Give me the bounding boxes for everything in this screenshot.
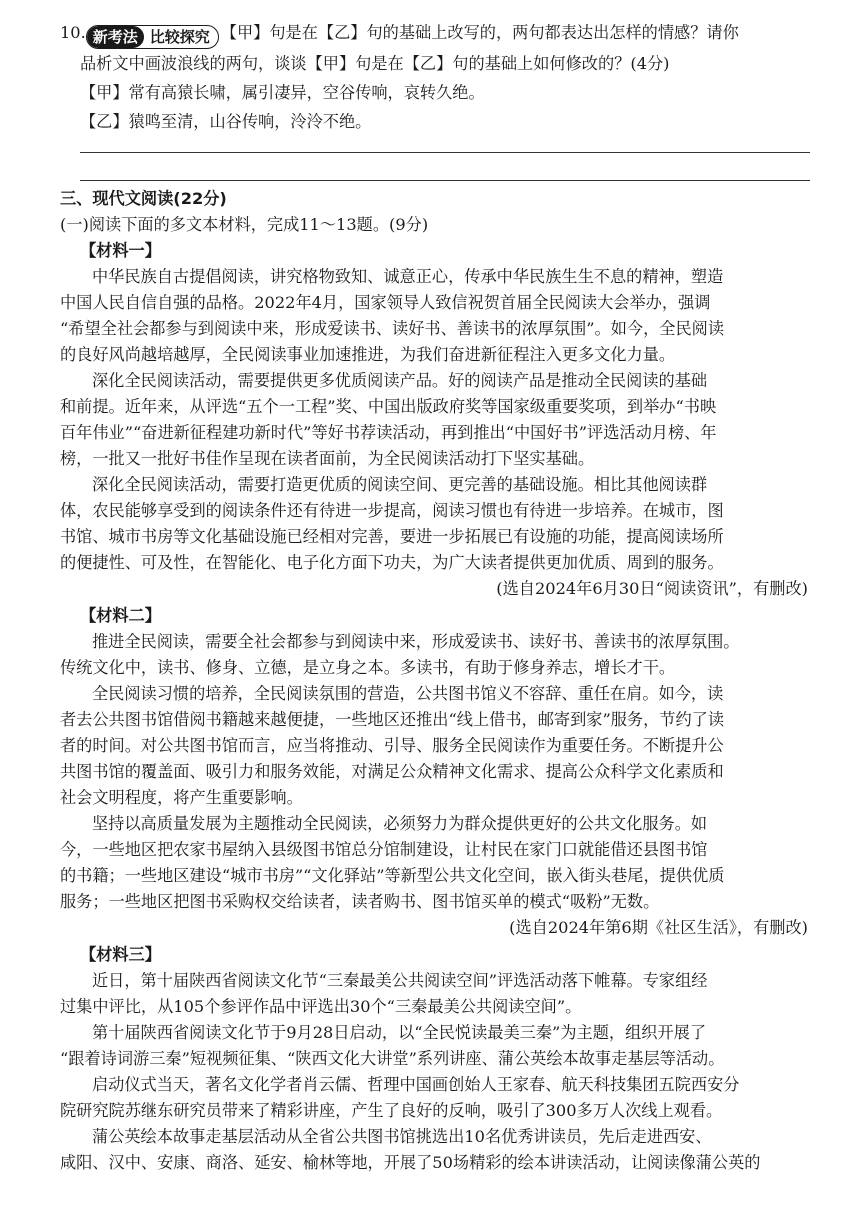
paragraph-line: 的良好风尚越培越厚，全民阅读事业加速推进，为我们奋进新征程注入更多文化力量。	[60, 345, 676, 364]
paragraph-line: 全民阅读习惯的培养，全民阅读氛围的营造，公共图书馆义不容辞、重任在肩。如今，读	[92, 684, 724, 703]
paragraph-line: 共图书馆的覆盖面、吸引力和服务效能，对满足公众精神文化需求、提高公众科学文化素质和	[60, 762, 724, 781]
question-tag	[86, 25, 219, 49]
source-citation-1: (选自2024年6月30日“阅读资讯”，有删改)	[496, 579, 808, 598]
tag-new-method: 新考法	[87, 26, 144, 48]
paragraph-line: 社会文明程度，将产生重要影响。	[60, 788, 303, 807]
paragraph-line: “希望全社会都参与到阅读中来，形成爱读书、读好书、善读书的浓厚氛围”。如今，全民阅读	[60, 319, 725, 338]
paragraph-line: 服务；一些地区把图书采购权交给读者，读者购书、图书馆买单的模式“吸粉”无数。	[60, 892, 660, 911]
source-citation-2: (选自2024年第6期《社区生活》，有删改)	[509, 918, 808, 937]
paragraph-line: 和前提。近年来，从评选“五个一工程”奖、中国出版政府奖等国家级重要奖项，到举办“书映	[60, 397, 717, 416]
paragraph-line: 者去公共图书馆借阅书籍越来越便捷，一些地区还推出“线上借书，邮寄到家”服务，节约了读	[60, 710, 725, 729]
paragraph-line: 榜，一批又一批好书佳作呈现在读者面前，为全民阅读活动打下坚实基础。	[60, 449, 595, 468]
section-subheading: (一)阅读下面的多文本材料，完成11～13题。(9分)	[60, 215, 429, 234]
paragraph-line: 传统文化中，读书、修身、立德，是立身之本。多读书，有助于修身养志，增长才干。	[60, 658, 676, 677]
paragraph-line: 咸阳、汉中、安康、商洛、延安、榆林等地，开展了50场精彩的绘本讲读活动，让阅读像蒲公英的	[60, 1153, 761, 1172]
paragraph-line: “跟着诗词游三秦”短视频征集、“陕西文化大讲堂”系列讲座、蒲公英绘本故事走基层等活动。	[60, 1049, 725, 1068]
section-heading: 三、现代文阅读(22分)	[60, 189, 227, 208]
paragraph-line: 书馆、城市书房等文化基础设施已经相对完善，要进一步拓展已有设施的功能，提高阅读场所	[60, 527, 724, 546]
answer-line-2[interactable]	[80, 180, 810, 181]
paragraph-line: 百年伟业”“奋进新征程建功新时代”等好书荐读活动，再到推出“中国好书”评选活动月榜、年	[60, 423, 717, 442]
paragraph-line: 体，农民能够享受到的阅读条件还有待进一步提高，阅读习惯也有待进一步培养。在城市，图	[60, 501, 724, 520]
paragraph-line: 启动仪式当天，著名文化学者肖云儒、哲理中国画创始人王家春、航天科技集团五院西安分	[92, 1075, 740, 1094]
paragraph-line: 蒲公英绘本故事走基层活动从全省公共图书馆挑选出10名优秀讲读员，先后走进西安、	[92, 1127, 712, 1146]
material-3-title: 【材料三】	[80, 945, 161, 964]
sentence-yi: 【乙】猿鸣至清，山谷传响，泠泠不绝。	[80, 112, 372, 131]
answer-line-1[interactable]	[80, 152, 810, 153]
paragraph-line: 第十届陕西省阅读文化节于9月28日启动，以“全民悦读最美三秦”为主题，组织开展了	[92, 1023, 707, 1042]
paragraph-line: 的便捷性、可及性，在智能化、电子化方面下功夫，为广大读者提供更加优质、周到的服务。	[60, 553, 724, 572]
question-10-text-2: 品析文中画波浪线的两句，谈谈【甲】句是在【乙】句的基础上如何修改的？(4分)	[80, 54, 670, 73]
paragraph-line: 深化全民阅读活动，需要打造更优质的阅读空间、更完善的基础设施。相比其他阅读群	[92, 475, 708, 494]
paragraph-line: 深化全民阅读活动，需要提供更多优质阅读产品。好的阅读产品是推动全民阅读的基础	[92, 371, 708, 390]
material-1-title: 【材料一】	[80, 241, 161, 260]
paragraph-line: 近日，第十届陕西省阅读文化节“三秦最美公共阅读空间”评选活动落下帷幕。专家组经	[92, 971, 708, 990]
paragraph-line: 推进全民阅读，需要全社会都参与到阅读中来，形成爱读书、读好书、善读书的浓厚氛围。	[92, 632, 740, 651]
material-2-title: 【材料二】	[80, 606, 161, 625]
sentence-jia: 【甲】常有高猿长啸，属引凄异，空谷传响，哀转久绝。	[80, 83, 485, 102]
question-number: 10.	[60, 23, 86, 42]
paragraph-line: 院研究院苏继东研究员带来了精彩讲座，产生了良好的反响，吸引了300多万人次线上观看。	[60, 1101, 723, 1120]
paragraph-line: 坚持以高质量发展为主题推动全民阅读，必须努力为群众提供更好的公共文化服务。如	[92, 814, 708, 833]
paragraph-line: 今，一些地区把农家书屋纳入县级图书馆总分馆制建设，让村民在家门口就能借还县图书馆	[60, 840, 708, 859]
paragraph-line: 中华民族自古提倡阅读，讲究格物致知、诚意正心，传承中华民族生生不息的精神，塑造	[92, 267, 724, 286]
tag-compare-explore: 比较探究	[149, 28, 210, 46]
question-10-text-1: 【甲】句是在【乙】句的基础上改写的，两句都表达出怎样的情感？请你	[220, 23, 739, 42]
paragraph-line: 者的时间。对公共图书馆而言，应当将推动、引导、服务全民阅读作为重要任务。不断提升公	[60, 736, 724, 755]
paragraph-line: 的书籍；一些地区建设“城市书房”“文化驿站”等新型公共文化空间，嵌入街头巷尾，提供优质	[60, 866, 725, 885]
paragraph-line: 中国人民自信自强的品格。2022年4月，国家领导人致信祝贺首届全民阅读大会举办，强调	[60, 293, 711, 312]
paragraph-line: 过集中评比，从105个参评作品中评选出30个“三秦最美公共阅读空间”。	[60, 997, 582, 1016]
question-10-line1	[60, 20, 739, 49]
